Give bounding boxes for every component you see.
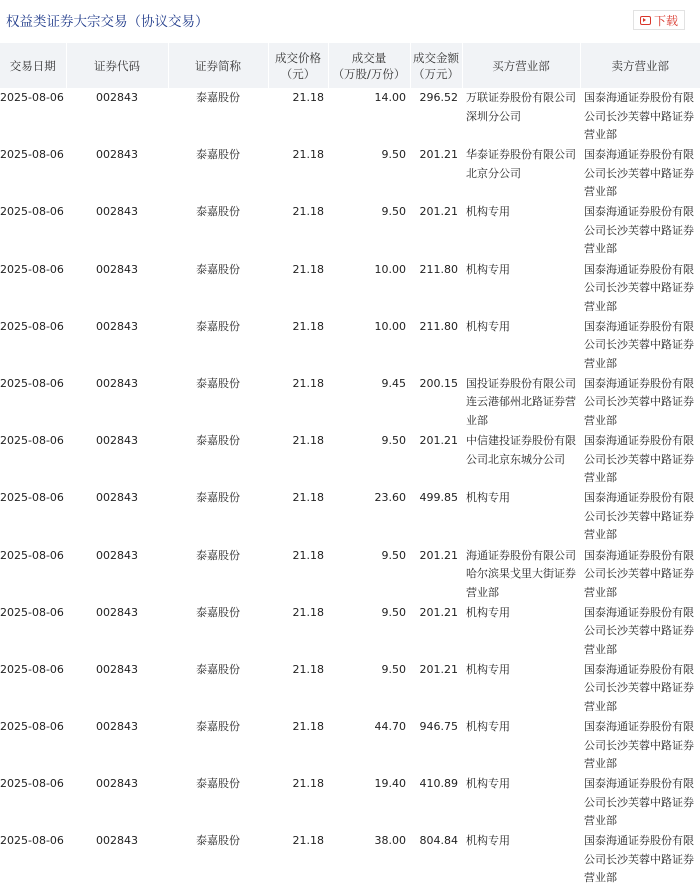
cell-buyer-branch: 机构专用	[462, 831, 580, 888]
cell-trade-date: 2025-08-06	[0, 546, 66, 603]
cell-volume: 10.00	[328, 260, 410, 317]
cell-amount: 201.21	[410, 546, 462, 603]
cell-security-code: 002843	[66, 488, 168, 545]
header-seller-branch	[580, 43, 700, 88]
cell-security-name: 泰嘉股份	[168, 603, 268, 660]
cell-security-code: 002843	[66, 717, 168, 774]
cell-seller-branch: 国泰海通证券股份有限公司长沙芙蓉中路证券营业部	[580, 660, 700, 717]
cell-price: 21.18	[268, 717, 328, 774]
cell-seller-branch: 国泰海通证券股份有限公司长沙芙蓉中路证券营业部	[580, 374, 700, 431]
cell-trade-date: 2025-08-06	[0, 88, 66, 145]
cell-seller-branch: 国泰海通证券股份有限公司长沙芙蓉中路证券营业部	[580, 831, 700, 888]
cell-security-name: 泰嘉股份	[168, 88, 268, 145]
cell-amount: 211.80	[410, 260, 462, 317]
title-bar	[0, 0, 700, 40]
cell-volume: 9.45	[328, 374, 410, 431]
cell-seller-branch: 国泰海通证券股份有限公司长沙芙蓉中路证券营业部	[580, 546, 700, 603]
cell-price: 21.18	[268, 145, 328, 202]
cell-seller-branch: 国泰海通证券股份有限公司长沙芙蓉中路证券营业部	[580, 202, 700, 259]
cell-security-name: 泰嘉股份	[168, 260, 268, 317]
cell-security-name: 泰嘉股份	[168, 774, 268, 831]
cell-buyer-branch: 海通证券股份有限公司哈尔滨果戈里大街证券营业部	[462, 546, 580, 603]
cell-trade-date: 2025-08-06	[0, 603, 66, 660]
cell-trade-date: 2025-08-06	[0, 717, 66, 774]
block-trade-table	[0, 43, 700, 889]
cell-trade-date: 2025-08-06	[0, 202, 66, 259]
cell-volume: 9.50	[328, 202, 410, 259]
download-button[interactable]	[633, 10, 685, 30]
cell-security-code: 002843	[66, 88, 168, 145]
cell-security-code: 002843	[66, 431, 168, 488]
table-row	[0, 88, 700, 145]
download-icon	[640, 16, 651, 25]
cell-buyer-branch: 华泰证券股份有限公司北京分公司	[462, 145, 580, 202]
table-row	[0, 374, 700, 431]
cell-amount: 201.21	[410, 145, 462, 202]
cell-amount: 296.52	[410, 88, 462, 145]
cell-price: 21.18	[268, 202, 328, 259]
cell-volume: 14.00	[328, 88, 410, 145]
cell-seller-branch: 国泰海通证券股份有限公司长沙芙蓉中路证券营业部	[580, 603, 700, 660]
cell-security-code: 002843	[66, 202, 168, 259]
table-row	[0, 546, 700, 603]
cell-amount: 201.21	[410, 603, 462, 660]
cell-seller-branch: 国泰海通证券股份有限公司长沙芙蓉中路证券营业部	[580, 774, 700, 831]
download-label: 下载	[654, 12, 678, 29]
header-price	[268, 43, 328, 88]
table-row	[0, 831, 700, 888]
header-label: 交易日期	[0, 58, 66, 74]
cell-buyer-branch: 机构专用	[462, 202, 580, 259]
header-unit: （元）	[269, 66, 328, 82]
cell-buyer-branch: 中信建投证券股份有限公司北京东城分公司	[462, 431, 580, 488]
cell-trade-date: 2025-08-06	[0, 431, 66, 488]
header-security-name	[168, 43, 268, 88]
cell-trade-date: 2025-08-06	[0, 488, 66, 545]
cell-price: 21.18	[268, 774, 328, 831]
cell-security-code: 002843	[66, 374, 168, 431]
cell-seller-branch: 国泰海通证券股份有限公司长沙芙蓉中路证券营业部	[580, 88, 700, 145]
cell-security-code: 002843	[66, 317, 168, 374]
table-row	[0, 202, 700, 259]
header-label: 成交价格	[269, 50, 328, 66]
cell-amount: 410.89	[410, 774, 462, 831]
cell-security-name: 泰嘉股份	[168, 546, 268, 603]
cell-volume: 9.50	[328, 603, 410, 660]
cell-seller-branch: 国泰海通证券股份有限公司长沙芙蓉中路证券营业部	[580, 488, 700, 545]
header-security-code	[66, 43, 168, 88]
header-volume	[328, 43, 410, 88]
cell-seller-branch: 国泰海通证券股份有限公司长沙芙蓉中路证券营业部	[580, 717, 700, 774]
table-row	[0, 660, 700, 717]
header-unit: （万股/万份）	[329, 66, 410, 82]
header-buyer-branch	[462, 43, 580, 88]
cell-buyer-branch: 机构专用	[462, 260, 580, 317]
cell-buyer-branch: 万联证券股份有限公司深圳分公司	[462, 88, 580, 145]
cell-buyer-branch: 机构专用	[462, 660, 580, 717]
table-header	[0, 43, 700, 88]
cell-seller-branch: 国泰海通证券股份有限公司长沙芙蓉中路证券营业部	[580, 317, 700, 374]
header-label: 卖方营业部	[581, 58, 700, 74]
page-title: 权益类证券大宗交易（协议交易）	[6, 10, 209, 30]
header-amount	[410, 43, 462, 88]
cell-price: 21.18	[268, 88, 328, 145]
cell-price: 21.18	[268, 488, 328, 545]
cell-price: 21.18	[268, 546, 328, 603]
cell-buyer-branch: 机构专用	[462, 488, 580, 545]
header-label: 成交量	[329, 50, 410, 66]
table-row	[0, 774, 700, 831]
header-label: 买方营业部	[463, 58, 580, 74]
cell-trade-date: 2025-08-06	[0, 831, 66, 888]
cell-security-name: 泰嘉股份	[168, 317, 268, 374]
table-row	[0, 488, 700, 545]
cell-security-name: 泰嘉股份	[168, 431, 268, 488]
cell-security-code: 002843	[66, 831, 168, 888]
header-label: 成交金额	[411, 50, 462, 66]
header-label: 证券代码	[67, 58, 168, 74]
cell-security-code: 002843	[66, 774, 168, 831]
table-row	[0, 260, 700, 317]
cell-price: 21.18	[268, 660, 328, 717]
cell-price: 21.18	[268, 603, 328, 660]
table-row	[0, 603, 700, 660]
cell-volume: 44.70	[328, 717, 410, 774]
cell-seller-branch: 国泰海通证券股份有限公司长沙芙蓉中路证券营业部	[580, 260, 700, 317]
header-trade-date	[0, 43, 66, 88]
cell-buyer-branch: 机构专用	[462, 774, 580, 831]
cell-trade-date: 2025-08-06	[0, 317, 66, 374]
cell-volume: 9.50	[328, 660, 410, 717]
cell-buyer-branch: 机构专用	[462, 717, 580, 774]
cell-seller-branch: 国泰海通证券股份有限公司长沙芙蓉中路证券营业部	[580, 145, 700, 202]
cell-volume: 10.00	[328, 317, 410, 374]
cell-security-code: 002843	[66, 603, 168, 660]
table-row	[0, 145, 700, 202]
table-row	[0, 431, 700, 488]
cell-security-code: 002843	[66, 660, 168, 717]
header-label: 证券简称	[169, 58, 268, 74]
cell-security-name: 泰嘉股份	[168, 717, 268, 774]
cell-volume: 19.40	[328, 774, 410, 831]
table-row	[0, 717, 700, 774]
cell-volume: 9.50	[328, 145, 410, 202]
cell-amount: 946.75	[410, 717, 462, 774]
cell-security-code: 002843	[66, 145, 168, 202]
cell-seller-branch: 国泰海通证券股份有限公司长沙芙蓉中路证券营业部	[580, 431, 700, 488]
cell-volume: 9.50	[328, 431, 410, 488]
cell-amount: 201.21	[410, 660, 462, 717]
cell-volume: 9.50	[328, 546, 410, 603]
cell-buyer-branch: 机构专用	[462, 603, 580, 660]
cell-amount: 201.21	[410, 431, 462, 488]
cell-security-code: 002843	[66, 260, 168, 317]
cell-price: 21.18	[268, 831, 328, 888]
cell-trade-date: 2025-08-06	[0, 660, 66, 717]
cell-amount: 211.80	[410, 317, 462, 374]
cell-volume: 23.60	[328, 488, 410, 545]
cell-trade-date: 2025-08-06	[0, 374, 66, 431]
cell-price: 21.18	[268, 317, 328, 374]
cell-security-name: 泰嘉股份	[168, 488, 268, 545]
cell-security-name: 泰嘉股份	[168, 831, 268, 888]
cell-price: 21.18	[268, 260, 328, 317]
cell-trade-date: 2025-08-06	[0, 145, 66, 202]
cell-security-name: 泰嘉股份	[168, 374, 268, 431]
header-row	[0, 43, 700, 88]
cell-security-name: 泰嘉股份	[168, 660, 268, 717]
cell-amount: 201.21	[410, 202, 462, 259]
header-unit: （万元）	[411, 66, 462, 82]
cell-amount: 804.84	[410, 831, 462, 888]
table-body	[0, 88, 700, 889]
cell-price: 21.18	[268, 374, 328, 431]
cell-buyer-branch: 国投证券股份有限公司连云港郁州北路证券营业部	[462, 374, 580, 431]
cell-buyer-branch: 机构专用	[462, 317, 580, 374]
cell-trade-date: 2025-08-06	[0, 260, 66, 317]
cell-security-code: 002843	[66, 546, 168, 603]
cell-amount: 200.15	[410, 374, 462, 431]
cell-security-name: 泰嘉股份	[168, 202, 268, 259]
cell-trade-date: 2025-08-06	[0, 774, 66, 831]
table-row	[0, 317, 700, 374]
cell-security-name: 泰嘉股份	[168, 145, 268, 202]
cell-volume: 38.00	[328, 831, 410, 888]
cell-amount: 499.85	[410, 488, 462, 545]
cell-price: 21.18	[268, 431, 328, 488]
